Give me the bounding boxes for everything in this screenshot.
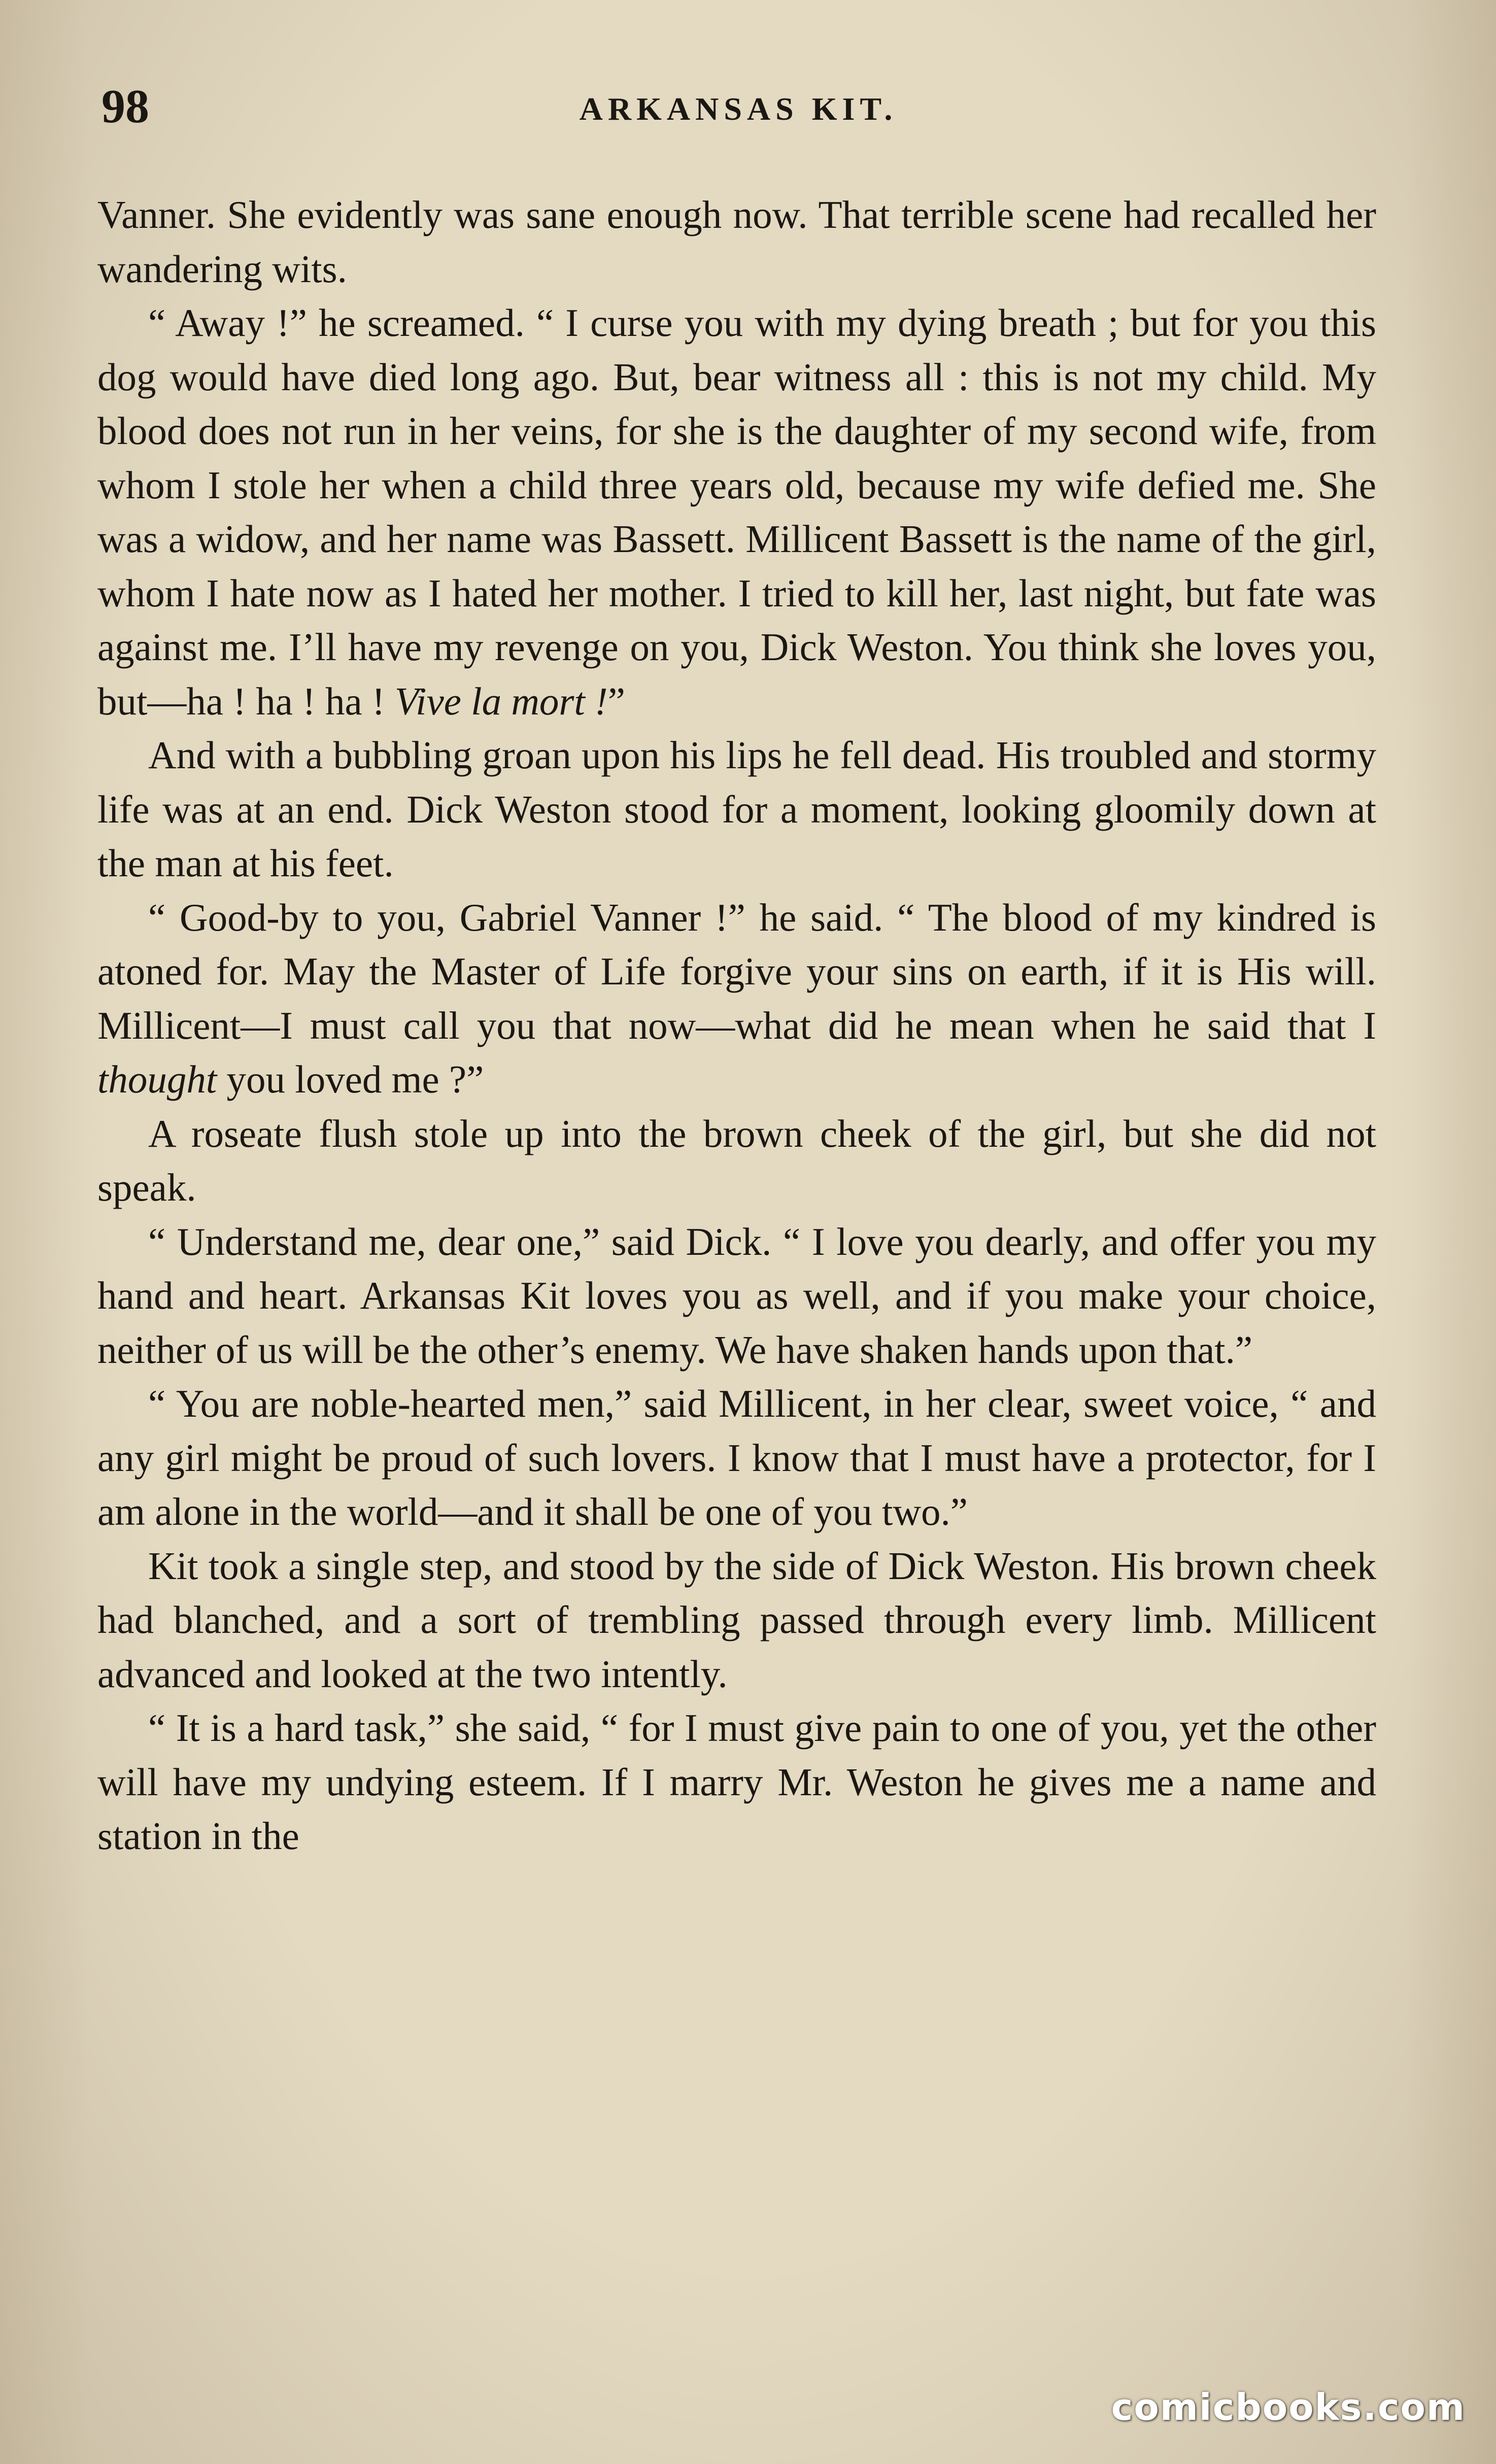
running-head-title: ARKANSAS KIT. [579, 91, 898, 127]
paragraph [97, 728, 1376, 891]
paragraph-text: And with a bubbling groan upon his lips he fell dead. His troubled and stormy life was at an end. Dick Weston stood for a moment, looking gloomily down at the man at his feet. [97, 733, 1376, 885]
body-text [97, 188, 1376, 1863]
paragraph-text: “ Understand me, dear one,” said Dick. “ I love you dearly, and offer you my hand and heart. Arkansas Kit loves you as well, and if you make your choice, neither of us will be the other’s enemy. We have shaken hands upon that.” [97, 1219, 1376, 1372]
paragraph-text: Vanner. She evidently was sane enough now. That terrible scene had recalled her wandering wits. [97, 193, 1376, 291]
watermark-logo: comicbooks.com [1111, 2386, 1466, 2428]
paragraph-text: “ Away !” he screamed. “ I curse you with my dying breath ; but for you this dog would have died long ago. But, bear witness all : this is not my child. My blood does not run in her veins, for she is the daughter of my second wife, from whom I stole her when a child three years old, because my wife defied me. She was a widow, and her name was Bassett. Millicent Bassett is the name of the girl, whom I hate now as I hated her mother. I tried to kill her, last night, but fate was against me. I’ll have my revenge on you, Dick Weston. You think she loves you, but—ha ! ha ! ha ! [97, 301, 1376, 723]
paragraph [97, 1107, 1376, 1215]
paragraph-text: A roseate flush stole up into the brown cheek of the girl, but she did not speak. [97, 1111, 1376, 1209]
paragraph-text: ” [607, 679, 625, 723]
paragraph [97, 1215, 1376, 1377]
italic-text: Vive la mort ! [394, 679, 608, 723]
paragraph-text: “ It is a hard task,” she said, “ for I must give pain to one of you, yet the other will have my undying esteem. If I marry Mr. Weston he gives me a name and station in the [97, 1706, 1376, 1858]
paragraph-text: “ Good-by to you, Gabriel Vanner !” he said. “ The blood of my kindred is atoned for. May the Master of Life forgive your sins on earth, if it is His will. Millicent—I must call you that now—what did he mean when he said that I [97, 895, 1376, 1047]
paragraph [97, 1539, 1376, 1701]
page-number: 98 [101, 80, 149, 133]
page-header [101, 76, 1375, 147]
paragraph-text: you loved me ?” [217, 1057, 484, 1101]
paragraph [97, 188, 1376, 296]
paragraph-text: “ You are noble-hearted men,” said Millicent, in her clear, sweet voice, “ and any girl might be proud of such lovers. I know that I must have a protector, for I am alone in the world—and it shall be one of you two.” [97, 1382, 1376, 1533]
paragraph [97, 1701, 1376, 1863]
paragraph-text: Kit took a single step, and stood by the side of Dick Weston. His brown cheek had blanched, and a sort of trembling passed through every limb. Millicent advanced and looked at the two intently. [97, 1544, 1376, 1696]
paragraph [97, 891, 1376, 1107]
paragraph [97, 1377, 1376, 1539]
italic-text: thought [97, 1057, 217, 1101]
paragraph [97, 296, 1376, 728]
